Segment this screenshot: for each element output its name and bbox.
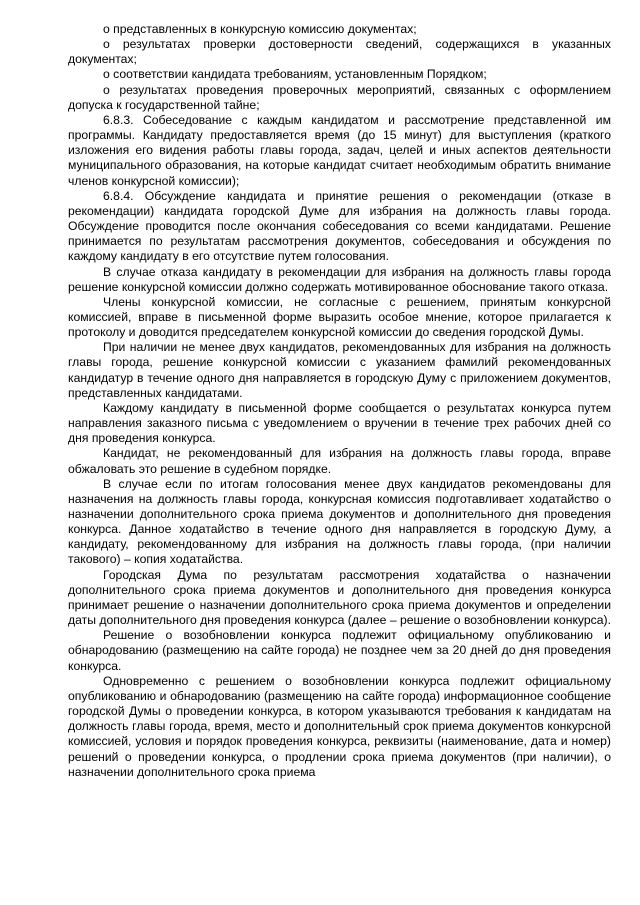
- paragraph: 6.8.3. Собеседование с каждым кандидатом и рассмотрение представленной им программы. Кандидату предоставляется время (до 15 минут) для выступления (краткого изложения его видения работы главы города, задач, целей и иных аспектов деятельности муниципального образования, на которые кандидат считает необходимым обратить внимание членов конкурсной комиссии);: [68, 112, 611, 188]
- paragraph: Кандидат, не рекомендованный для избрания на должность главы города, вправе обжаловать это решение в судебном порядке.: [68, 446, 611, 476]
- paragraph: о представленных в конкурсную комиссию документах;: [103, 22, 417, 36]
- paragraph: Каждому кандидату в письменной форме сообщается о результатах конкурса путем направления заказного письма с уведомлением о вручении в течение трех рабочих дней со дня проведения конкурса.: [68, 400, 611, 446]
- paragraph: о результатах проведения проверочных мероприятий, связанных с оформлением допуска к государственной тайне;: [68, 82, 611, 112]
- paragraph: о соответствии кандидата требованиям, установленным Порядком;: [103, 67, 487, 82]
- paragraph: о результатах проверки достоверности сведений, содержащихся в указанных документах;: [68, 37, 611, 67]
- paragraph: В случае отказа кандидату в рекомендации для избрания на должность главы города решение конкурсной комиссии должно содержать мотивированное обоснование такого отказа.: [68, 264, 611, 294]
- paragraph: При наличии не менее двух кандидатов, рекомендованных для избрания на должность главы города, решение конкурсной комиссии с указанием фамилий рекомендованных кандидатур в течение одного дня направляется в городскую Думу с приложением документов, представленных кандидатами.: [68, 340, 611, 400]
- paragraph: Городская Дума по результатам рассмотрения ходатайства о назначении дополнительного срока приема документов и дополнительного дня проведения конкурса принимает решение о назначении дополнительного срока приема документов и определении даты дополнительного дня проведения конкурса (далее – решение о возобновлении конкурса).: [68, 567, 611, 628]
- paragraph: Решение о возобновлении конкурса подлежит официальному опубликованию и обнародованию (размещению на сайте города) не позднее чем за 20 дней до дня проведения конкурса.: [68, 628, 611, 673]
- paragraph: В случае если по итогам голосования менее двух кандидатов рекомендованы для назначения на должность главы города, конкурсная комиссия подготавливает ходатайство о назначении дополнительного срока приема документов и дополнительного дня проведения конкурса. Данное ходатайство в течение одного дня направляется в городскую Думу, а кандидату, рекомендованному для избрания на должность главы города, (при наличии такового) – копия ходатайства.: [68, 476, 611, 567]
- paragraph: 6.8.4. Обсуждение кандидата и принятие решения о рекомендации (отказе в рекомендации) кандидата городской Думе для избрания на должность главы города. Обсуждение проводится после окончания собеседования со всеми кандидатами. Решение принимается по результатам рассмотрения документов, собеседования и обсуждения по каждому кандидату в его отсутствие путем голосования.: [68, 188, 611, 264]
- paragraph: Члены конкурсной комиссии, не согласные с решением, принятым конкурсной комиссией, вправе в письменной форме выразить особое мнение, которое прилагается к протоколу и доводится председателем конкурсной комиссии до сведения городской Думы.: [68, 294, 611, 340]
- paragraph: Одновременно с решением о возобновлении конкурса подлежит официальному опубликованию и обнародованию (размещению на сайте города) информационное сообщение городской Думы о проведении конкурса, в котором указываются требования к кандидатам на должность главы города, время, место и дополнительный срок приема документов конкурсной комиссией, условия и порядок проведения конкурса, реквизиты (наименование, дата и номер) решений о проведении конкурса, о продлении срока приема документов (при наличии), о назначении дополнительного срока приема: [68, 673, 611, 779]
- document-page: [68, 22, 611, 780]
